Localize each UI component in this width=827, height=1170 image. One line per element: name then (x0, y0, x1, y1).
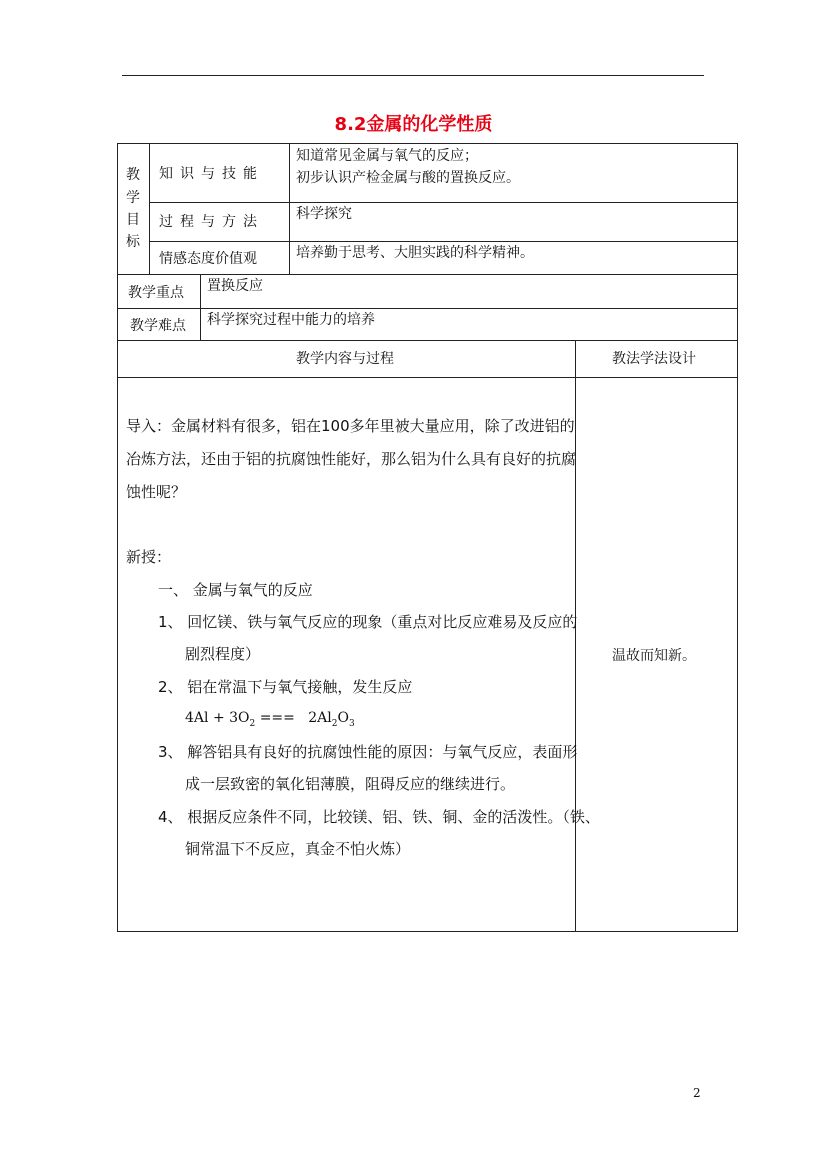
intro-line: 冶炼方法，还由于铝的抗腐蚀性能好，那么铝为什么具有良好的抗腐 (126, 450, 577, 468)
objectives-group-label-char: 教 (126, 167, 140, 183)
objective-label-process: 过程与方法 (159, 214, 264, 230)
objective-content-line: 培养勤于思考、大胆实践的科学精神。 (296, 245, 534, 261)
equation-arrow: === (255, 710, 300, 726)
objectives-group-label-char: 学 (126, 190, 140, 206)
chemical-equation (185, 710, 355, 729)
equation-reactants: 4Al + 3O (185, 710, 250, 726)
objectives-group-label-char: 标 (126, 234, 140, 250)
list-item-continued: 铜常温下不反应，真金不怕火炼） (185, 840, 411, 858)
divider (149, 202, 738, 203)
equation-subscript: 2 (249, 718, 256, 729)
divider (289, 143, 290, 275)
divider (149, 241, 738, 242)
equation-subscript: 2 (331, 718, 338, 729)
intro-line: 导入：金属材料有很多，铝在100多年里被大量应用，除了改进铝的 (126, 417, 575, 435)
divider (149, 143, 150, 275)
divider (117, 308, 738, 309)
focus-content: 置换反应 (207, 278, 263, 294)
objectives-group-label-char: 目 (126, 212, 140, 228)
list-item: 2、 铝在常温下与氧气接触，发生反应 (158, 678, 413, 696)
header-rule (122, 75, 704, 76)
divider (575, 340, 576, 932)
objective-label-attitude: 情感态度价值观 (159, 251, 257, 267)
difficulty-label: 教学难点 (130, 318, 186, 334)
new-lesson-label: 新授： (126, 548, 172, 566)
column-header-method: 教法学法设计 (612, 351, 696, 367)
list-item: 1、 回忆镁、铁与氧气反应的现象（重点对比反应难易及反应的 (158, 613, 578, 631)
section-heading: 一、 金属与氧气的反应 (158, 581, 313, 599)
column-header-process: 教学内容与过程 (296, 351, 394, 367)
list-item: 3、 解答铝具有良好的抗腐蚀性能的原因：与氧气反应，表面形 (158, 743, 578, 761)
equation-product: 2Al (308, 710, 332, 726)
equation-product-o: O (337, 710, 349, 726)
page-title: 8.2金属的化学性质 (334, 114, 493, 135)
divider (737, 275, 738, 341)
equation-subscript: 3 (348, 718, 355, 729)
divider (117, 377, 738, 378)
objective-content-line: 科学探究 (296, 206, 352, 222)
list-item-continued: 成一层致密的氧化铝薄膜，阻碍反应的继续进行。 (185, 775, 516, 793)
divider (200, 275, 201, 341)
list-item-continued: 剧烈程度） (185, 645, 261, 663)
objective-label-knowledge: 知识与技能 (159, 166, 264, 182)
divider (117, 275, 118, 341)
page-number: 2 (693, 1086, 701, 1100)
difficulty-content: 科学探究过程中能力的培养 (207, 312, 375, 328)
objective-content-line: 知道常见金属与氧气的反应； (296, 148, 478, 164)
objective-content-line: 初步认识产检金属与酸的置换反应。 (296, 170, 520, 186)
list-item: 4、 根据反应条件不同，比较镁、铝、铁、铜、金的活泼性。（铁、 (158, 808, 600, 826)
method-note: 温故而知新。 (612, 648, 696, 664)
focus-label: 教学重点 (128, 285, 184, 301)
intro-line: 蚀性呢？ (126, 483, 187, 501)
